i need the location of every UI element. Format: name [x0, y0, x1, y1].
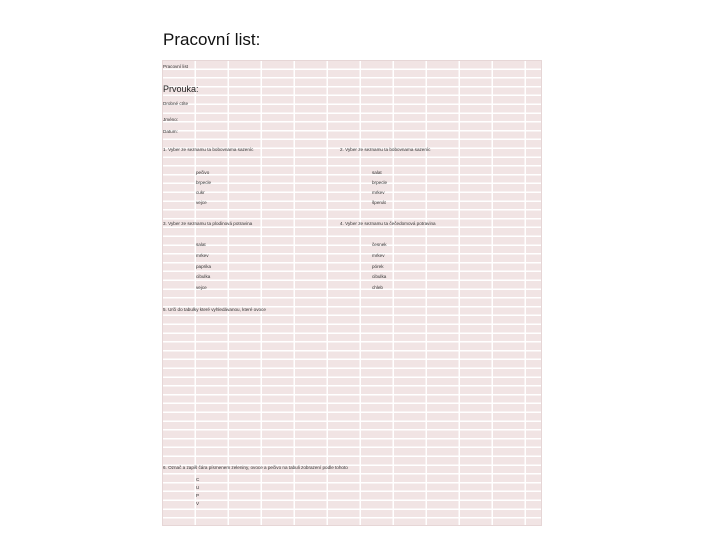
exercise-3-item: mrkev: [196, 253, 209, 258]
exercise-4-heading: 4. Vyber ze seznamu ta čečedomová potravina: [340, 221, 436, 226]
exercise-3-heading: 3. Vyber ze seznamu ta plodinová potravina: [163, 221, 253, 226]
exercise-1-item: brpecle: [196, 180, 212, 185]
exercise-6-letter: C: [196, 477, 200, 482]
exercise-4-item: česnek: [372, 242, 387, 247]
exercise-4-item: mrkev: [372, 253, 385, 258]
exercise-6-heading: 6. Označ a zapiš čára písmenem zeleniny, ovoce a pečivo na tabuli zobrazení podle tohoto: [163, 465, 348, 470]
exercise-1-heading: 1. Vyber ze seznamu ta bobovnama sazeníc: [163, 147, 254, 152]
exercise-3-item: paprika: [196, 264, 212, 269]
worksheet-label: Pracovní list: [163, 64, 189, 69]
exercise-4-item: cibulka: [372, 274, 387, 279]
exercise-5-heading: 5. Urči do tabulky které vyhledávanou, které ovoce: [163, 307, 266, 312]
exercise-3-item: salat: [196, 242, 206, 247]
exercise-2-item: špenát: [372, 200, 386, 205]
exercise-2-item: salat: [372, 170, 382, 175]
exercise-2-item: mrkev: [372, 190, 385, 195]
exercise-1-item: cukr: [196, 190, 205, 195]
name-label: Jméno:: [163, 117, 179, 122]
exercise-4-item: pórek: [372, 264, 384, 269]
subject-heading: Prvouka:: [163, 84, 199, 94]
exercise-6-letter: P: [196, 493, 200, 498]
exercise-1-item: pečivo: [196, 170, 210, 175]
exercise-2-item: brpecle: [372, 180, 388, 185]
exercise-3-item: vejce: [196, 285, 207, 290]
exercise-2-heading: 2. Vyber ze seznamu ta bobovnama sazeníc: [340, 147, 431, 152]
exercise-3-item: cibulka: [196, 274, 211, 279]
topic-label: Drobné ctíte: [163, 101, 189, 106]
page-title: Pracovní list:: [163, 30, 261, 49]
exercise-6-letter: V: [196, 501, 200, 506]
date-label: Datum:: [163, 129, 178, 134]
exercise-1-item: vejce: [196, 200, 207, 205]
exercise-4-item: chleb: [372, 285, 383, 290]
worksheet-grid: [162, 60, 542, 526]
exercise-6-letter: U: [196, 485, 200, 490]
